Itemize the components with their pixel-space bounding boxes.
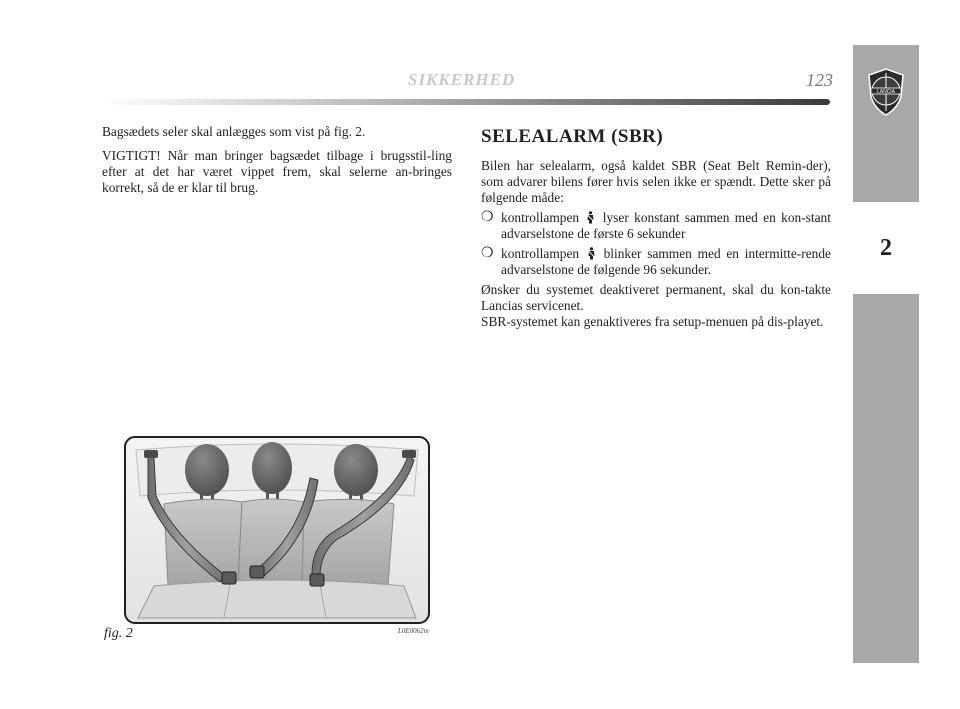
seatbelt-warning-icon — [586, 211, 595, 224]
seatbelt-warning-icon — [587, 247, 596, 260]
buckle-left — [222, 572, 236, 584]
bullet-1-after: lyser konstant sammen med en kon-stant advarselstone de første 6 sekunder — [501, 210, 831, 241]
bullet-2-after: blinker sammen med en intermitte-rende advarselstone de følgende 96 sekunder. — [501, 246, 831, 277]
figure-caption: fig. 2 — [104, 626, 133, 641]
buckle-right — [310, 574, 324, 586]
outro-paragraph-1: Ønsker du systemet deaktiveret permanent, skal du kon-takte Lancias servicenet. — [481, 282, 831, 313]
chapter-tab-bar — [853, 45, 919, 663]
section-heading: SELEALARM (SBR) — [481, 126, 664, 147]
left-paragraph-1: Bagsædets seler skal anlægges som vist på fig. 2. — [102, 124, 366, 139]
tab-rest-block — [853, 294, 919, 663]
seat-cushion — [138, 580, 416, 618]
bullet-mark: ❍ — [481, 246, 494, 261]
bullet-item-1 — [481, 210, 831, 242]
bullet-2-before: kontrollampen — [501, 246, 580, 261]
bullet-1-before: kontrollampen — [501, 210, 580, 225]
left-column — [102, 124, 452, 204]
headrest-center — [252, 442, 292, 494]
headrest-left — [185, 444, 229, 496]
bullet-item-2 — [481, 246, 831, 278]
bullet-mark: ❍ — [481, 210, 494, 225]
outro-paragraph-2: SBR-systemet kan genaktiveres fra setup-menuen på dis-playet. — [481, 314, 824, 329]
lancia-logo-icon — [865, 67, 907, 117]
left-paragraph-2: VIGTIGT! Når man bringer bagsædet tilbage i brugsstil-ling efter at det har været vippet frem, skal selerne an-bringes korrekt, så de er klar til brug. — [102, 148, 452, 195]
header-title: SIKKERHED — [408, 70, 516, 89]
page-number: 123 — [806, 70, 833, 90]
buckle-center — [250, 566, 264, 578]
intro-paragraph: Bilen har selealarm, også kaldet SBR (Seat Belt Remin-der), som advarer bilens fører hvis selen ikke er spændt. Dette sker på følgende måde: — [481, 158, 831, 205]
chapter-number: 2 — [880, 235, 892, 261]
headrest-right — [334, 444, 378, 496]
rear-seatbelt-illustration — [124, 436, 430, 624]
right-column — [481, 124, 831, 338]
logo-text: LANCIA — [876, 89, 896, 95]
header-rule — [102, 99, 830, 105]
figure-code: L0E0062m — [398, 627, 429, 635]
